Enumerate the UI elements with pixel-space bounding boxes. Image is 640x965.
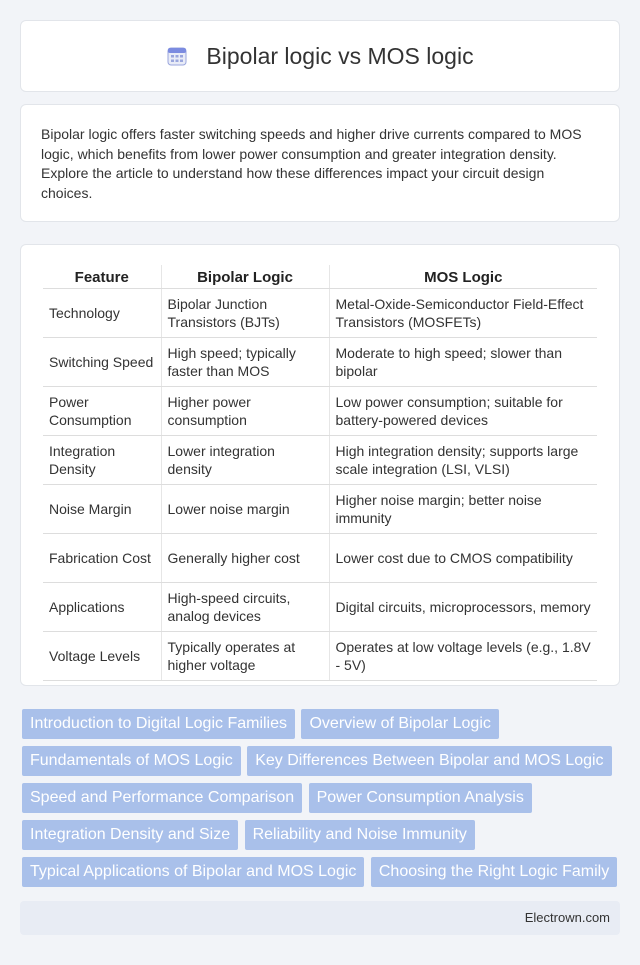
table-cell: Generally higher cost <box>161 534 329 583</box>
table-cell: Moderate to high speed; slower than bipolar <box>329 338 597 387</box>
table-cell: Typically operates at higher voltage <box>161 632 329 681</box>
table-cell: Higher power consumption <box>161 387 329 436</box>
table-cell: Lower integration density <box>161 436 329 485</box>
topic-tag[interactable]: Fundamentals of MOS Logic <box>22 746 241 776</box>
table-cell: Higher noise margin; better noise immunity <box>329 485 597 534</box>
table-cell: Lower cost due to CMOS compatibility <box>329 534 597 583</box>
table-row <box>43 436 597 485</box>
calendar-icon <box>166 45 188 67</box>
table-row <box>43 632 597 681</box>
table-cell: Lower noise margin <box>161 485 329 534</box>
topic-tag[interactable]: Reliability and Noise Immunity <box>245 820 475 850</box>
table-row <box>43 289 597 338</box>
table-cell: High speed; typically faster than MOS <box>161 338 329 387</box>
table-cell: Integration Density <box>43 436 161 485</box>
table-header-row <box>43 265 597 289</box>
topic-tag[interactable]: Choosing the Right Logic Family <box>371 857 617 887</box>
table-cell: Low power consumption; suitable for battery-powered devices <box>329 387 597 436</box>
comparison-card <box>20 244 620 686</box>
topic-tag[interactable]: Key Differences Between Bipolar and MOS Logic <box>247 746 611 776</box>
table-cell: Metal-Oxide-Semiconductor Field-Effect Transistors (MOSFETs) <box>329 289 597 338</box>
column-header: Feature <box>43 265 161 289</box>
comparison-table <box>43 265 597 681</box>
topic-tag[interactable]: Power Consumption Analysis <box>309 783 532 813</box>
table-cell: Voltage Levels <box>43 632 161 681</box>
table-cell: Power Consumption <box>43 387 161 436</box>
table-row <box>43 338 597 387</box>
topic-tag[interactable]: Speed and Performance Comparison <box>22 783 302 813</box>
page-title: Bipolar logic vs MOS logic <box>206 42 474 69</box>
related-topics <box>22 709 622 894</box>
topic-tag[interactable]: Overview of Bipolar Logic <box>301 709 498 739</box>
intro-card <box>20 104 620 222</box>
table-cell: Switching Speed <box>43 338 161 387</box>
table-cell: Digital circuits, microprocessors, memory <box>329 583 597 632</box>
intro-text: Bipolar logic offers faster switching speeds and higher drive currents compared to MOS logic, which benefits from lower power consumption and greater integration density. Explore the article to understand how these differences impact your circuit design choices. <box>41 126 582 201</box>
table-cell: Operates at low voltage levels (e.g., 1.8V - 5V) <box>329 632 597 681</box>
table-cell: High-speed circuits, analog devices <box>161 583 329 632</box>
topic-tag[interactable]: Integration Density and Size <box>22 820 238 850</box>
table-cell: Technology <box>43 289 161 338</box>
table-row <box>43 583 597 632</box>
topic-tag[interactable]: Introduction to Digital Logic Families <box>22 709 295 739</box>
title-card <box>20 20 620 92</box>
table-row <box>43 485 597 534</box>
table-cell: High integration density; supports large scale integration (LSI, VLSI) <box>329 436 597 485</box>
table-cell: Noise Margin <box>43 485 161 534</box>
column-header: MOS Logic <box>329 265 597 289</box>
footer-site[interactable]: Electrown.com <box>524 910 610 925</box>
table-cell: Fabrication Cost <box>43 534 161 583</box>
table-row <box>43 534 597 583</box>
table-row <box>43 387 597 436</box>
column-header: Bipolar Logic <box>161 265 329 289</box>
topic-tag[interactable]: Typical Applications of Bipolar and MOS Logic <box>22 857 364 887</box>
footer <box>20 901 620 935</box>
table-cell: Applications <box>43 583 161 632</box>
table-cell: Bipolar Junction Transistors (BJTs) <box>161 289 329 338</box>
